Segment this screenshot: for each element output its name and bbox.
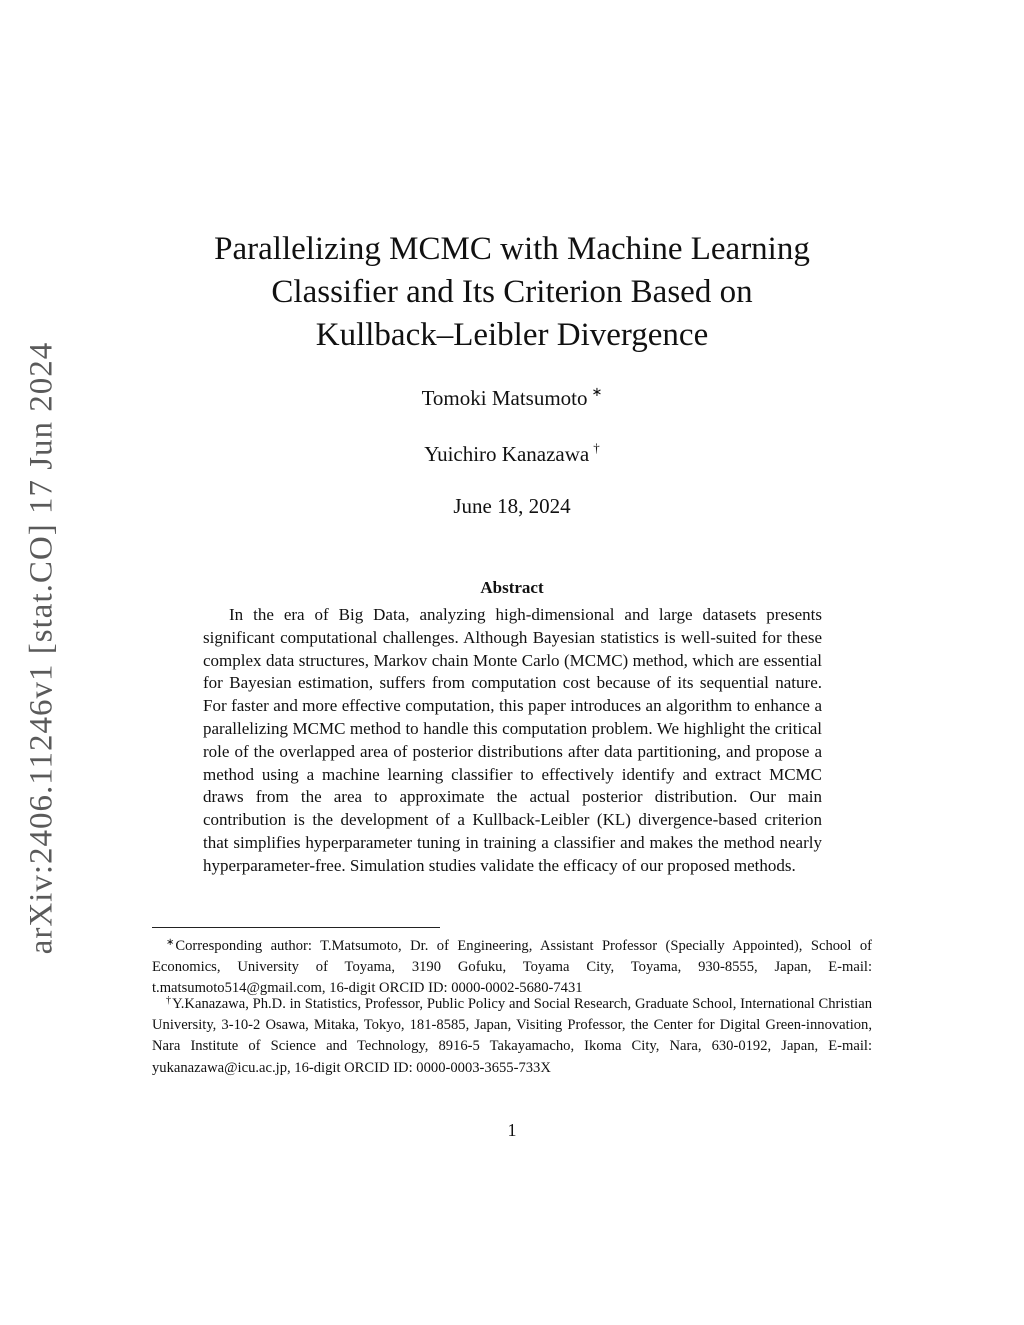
abstract-heading: Abstract bbox=[480, 578, 544, 597]
title-line-1: Parallelizing MCMC with Machine Learning bbox=[214, 231, 810, 267]
publication-date: June 18, 2024 bbox=[453, 494, 571, 518]
footnote-2 bbox=[152, 990, 872, 1079]
title-line-2: Classifier and Its Criterion Based on bbox=[271, 274, 753, 310]
footnote-2-text: Y.Kanazawa, Ph.D. in Statistics, Professor, Public Policy and Social Research, Graduate School, International Christian University, 3-10-2 Osawa, Mitaka, Tokyo, 181-8585, Japan, Visiting Professor, the Center for Digital Green-innovation, Nara Institute of Science and Technology, 8916-5 Takayamacho, Ikoma City, Nara, 630-0192, Japan, E-mail: yukanazawa@icu.ac.jp, 16-digit ORCID ID: 0000-0003-3655-733X bbox=[152, 996, 872, 1076]
footnote-1-mark: ∗ bbox=[166, 937, 175, 948]
footnote-2-mark: † bbox=[166, 995, 172, 1006]
abstract-body: In the era of Big Data, analyzing high-dimensional and large datasets presents significant computational challenges. Although Bayesian statistics is well-suited for these complex data structures, Markov chain Monte Carlo (MCMC) method, which are essential for Bayesian estimation, suffers from computation cost because of its sequential nature. For faster and more effective computation, this paper introduces an algorithm to enhance a parallelizing MCMC method to handle this computation problem. We highlight the critical role of the overlapped area of posterior distributions after data partitioning, and propose a method using a machine learning classifier to effectively identify and extract MCMC draws from the area to approximate the actual posterior distribution. Our main contribution is the development of a Kullback-Leibler (KL) divergence-based criterion that simplifies hyperparameter tuning in training a classifier and makes the method nearly hyperparameter-free. Simulation studies validate the efficacy of our proposed methods. bbox=[203, 605, 822, 875]
author-1-footnote-mark[interactable]: ∗ bbox=[591, 384, 603, 399]
author-2-name: Yuichiro Kanazawa bbox=[424, 442, 590, 466]
arxiv-identifier-stamp: arXiv:2406.11246v1 [stat.CO] 17 Jun 2024 bbox=[23, 341, 60, 955]
page-number: 1 bbox=[507, 1120, 517, 1140]
title-line-3: Kullback–Leibler Divergence bbox=[315, 317, 709, 353]
footnote-1-text: Corresponding author: T.Matsumoto, Dr. of Engineering, Assistant Professor (Specially Appointed), School of Economics, University of Toyama, 3190 Gofuku, Toyama City, Toyama, 930-8555, Japan, E-mail: t.matsumoto514@gmail.com, 16-digit ORCID ID: 0000-0002-5680-7431 bbox=[152, 938, 872, 997]
author-1 bbox=[150, 384, 874, 411]
footnote-divider bbox=[152, 927, 440, 928]
author-2-footnote-mark[interactable]: † bbox=[593, 440, 600, 455]
paper-title bbox=[150, 228, 874, 357]
author-2 bbox=[150, 440, 874, 467]
author-1-name: Tomoki Matsumoto bbox=[421, 386, 588, 410]
